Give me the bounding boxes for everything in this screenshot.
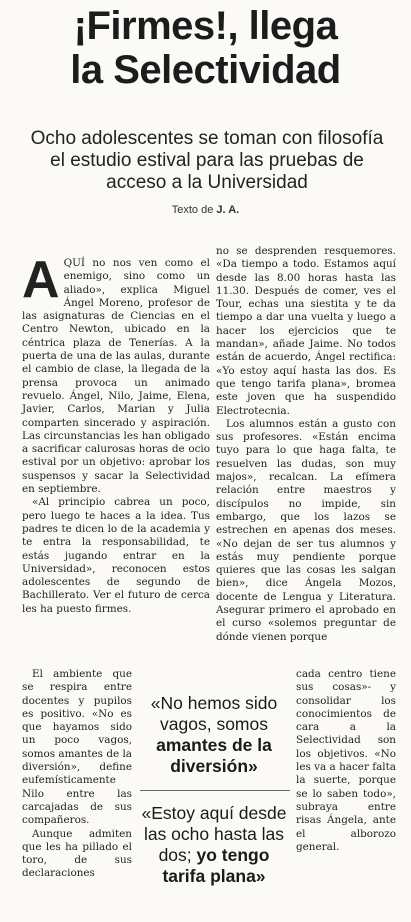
body-paragraph: Aunque admiten que les ha pillado el toro, de sus declaraciones <box>22 827 132 880</box>
body-paragraph: El ambiente que se respira entre docentes y pupilos es positivo. «No es que hayamos sido un poco vagos, somos amantes de la diversión», define eufemísticamente Nilo entre las carcajadas de sus compañeros. <box>22 668 132 827</box>
body-paragraph: Los alumnos están a gusto con sus profesores. «Están encima tuyo para lo que haga falta, te resuelven las dudas, son muy majos», recalcan. La efímera relación entre maestros y discípulos no impide, sin embargo, que los lazos se estrechen en apenas dos meses. «No dejan de ser tus alumnos y estás muy pendiente porque quieres que las cosas les salgan bien», dice Ángela Mozos, docente de Lengua y Literatura. Asegurar primero el aprobado en el curso «solemos preguntar de dónde vienen porque <box>216 417 396 643</box>
body-column-2 <box>216 245 396 673</box>
headline-line-1: ¡Firmes!, llega <box>73 4 338 48</box>
body-paragraph: cada centro tiene sus cosas»- y consolidar los conocimientos de cara a la Selectividad son los objetivos. «No les va a hacer falta la suerte, porque se lo saben todo», subraya entre risas Ángela, ante el alborozo general. <box>296 668 396 853</box>
pull-quote-text: «No hemos sido vagos, somos <box>150 693 278 734</box>
pull-quote-emphasis: amantes de la diversión» <box>156 735 272 776</box>
pull-quote-2 <box>136 803 292 887</box>
paragraph-text: QUÍ no nos ven como el enemigo, sino como un aliado», explica Miguel Ángel Moreno, profesor de las asignaturas de Ciencias en el Centro Newton, ubicado en la céntrica plaza de Tenerías. A la puerta de una de las aulas, durante el cambio de clase, la llegada de la prensa provoca un animado revuelo. Ángel, Nilo, Jaime, Elena, Javier, Carlos, Marian y Julia comparten sincerado y aspiración. Las circunstancias les han obligado a sacrificar calurosas horas de ocio estival por un objetivo: aprobar los suspensos y sacar la Selectividad en septiembre. <box>22 257 210 496</box>
body-paragraph: no se desprenden resquemores. «Da tiempo a todo. Estamos aquí desde las 8.00 horas hasta las 11.30. Después de comer, ves el Tour, echas una siestita y te da tiempo a dar una vuelta y luego a hacer los ejercicios que te mandan», añade Jaime. No todos están de acuerdo, Ángel rectifica: «Yo estoy aquí hasta las dos. Es que tengo tarifa plana», bromea este joven que ha suspendido Electrotecnia. <box>216 245 396 417</box>
byline-prefix: Texto de <box>171 204 214 216</box>
pull-quote-divider <box>140 790 290 791</box>
pull-quote-1 <box>136 693 292 777</box>
headline <box>0 4 411 92</box>
headline-line-2: la Selectividad <box>70 48 341 92</box>
body-paragraph: «Al principio cabrea un poco, pero luego te haces a la idea. Tus padres te dicen lo de la academia y te entra la responsabilidad, te estás jugando entrar en la Universidad», reconocen estos adolescentes de segundo de Bachillerato. Ver el futuro de cerca les ha puesto firmes. <box>22 496 210 615</box>
body-paragraph <box>22 251 210 496</box>
pull-quote-emphasis: yo tengo tarifa plana» <box>162 845 270 886</box>
body-column-1-continued <box>22 668 132 918</box>
body-column-1 <box>22 251 210 653</box>
byline-author: J. A. <box>216 204 240 216</box>
byline <box>0 204 411 216</box>
body-column-2-continued <box>296 668 396 918</box>
drop-cap: A <box>22 251 60 309</box>
pull-quote-text: «Estoy aquí desde las ocho hasta las dos; <box>141 803 287 865</box>
subtitle: Ocho adolescentes se toman con filosofía el estudio estival para las pruebas de acceso a la Universidad <box>30 128 384 193</box>
